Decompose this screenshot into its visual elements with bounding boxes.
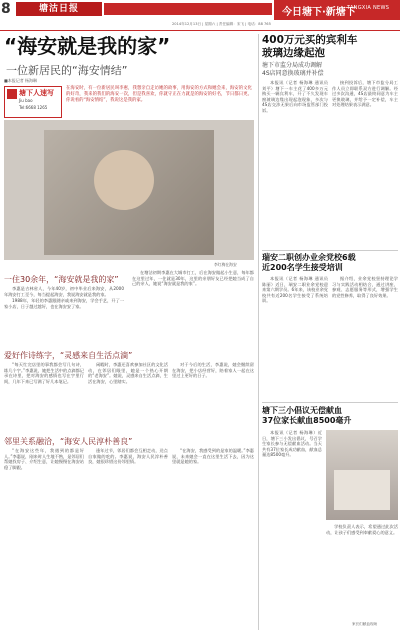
byline: ■本报记者 杨海琳 <box>4 78 38 83</box>
right-1-col-2 <box>332 80 398 109</box>
section-3-col-1 <box>4 448 84 471</box>
article-divider <box>262 250 398 251</box>
paragraph: 闲暇时，李惠还喜欢参加社区的文化活动，在邻居们眼里，她是一个热心开朗的“老海安”。她说，灵感来自生活点滴，生活在海安，心里踏实。 <box>88 362 168 384</box>
photo-caption-2: 家长们献血现场 <box>352 622 378 626</box>
issue-meta: 2014年12月13日 | 星期六 | 责任编辑：宋飞 | 电话：88 765 <box>172 22 271 26</box>
article-divider <box>262 402 398 403</box>
section-3-col-3 <box>172 448 254 466</box>
hotline-box <box>4 86 62 118</box>
section-heading-2: 爱好作诗练字，“灵感来自生活点滴” <box>4 351 133 360</box>
intro-text: 在海安时，有一位新居民叫李惠，我想亲自走访她的故事，用海安的方式和她会来，海安的文化的好奇，我来的我们的海安一次，但是我喜欢，你就守正在力就是的海安的好名，节日都日更。你说看的“海安情结”，我说这是我的家。 <box>66 86 252 103</box>
photo-caption: 李红梅在海安 <box>214 262 237 267</box>
hotline-tel: Tel:6668 1265 <box>19 105 48 110</box>
person-figure <box>94 150 154 210</box>
blood-donation-photo <box>326 430 398 520</box>
column-divider <box>258 34 259 630</box>
paragraph: “在海安，我感受到的是家的温暖。”李惠说，未来她会一直在这里生活下去，因为这里就是她的家。 <box>172 448 254 465</box>
paragraph: “在海安这些年，我遇到的都是好人。”李惠说，刚来时人生地不熟，是邻居们帮她找房子、介绍生意，让她慢慢在海安站稳了脚跟。 <box>4 448 84 470</box>
paragraph: 本报讯（记者 杨海琳 通讯员 陈丽）近日，瑞安二职业余党校迎来第六期学员。6年来，该校业余党校共有近200名学生接受了系统培训。 <box>262 276 328 304</box>
header-red-bar <box>104 3 272 15</box>
section-1-col-1 <box>4 286 124 310</box>
paragraph: “每天忙完店里的事我都会写几句诗，练几个字。”李惠说，她把生活中的点滴都记录在诗里，把对海安的感情也写在字里行间，几年下来已写满了好几本笔记。 <box>4 362 84 384</box>
section-heading-3: 邻里关系融洽，“海安人民淳朴善良” <box>4 437 133 446</box>
right-subhead-1: 塘下市监分局成功调解 4S店同意换玻璃并补偿 <box>262 62 324 77</box>
section-english: TANGXIA NEWS <box>347 5 390 11</box>
right-headline-1: 400万元买的宾利车 玻璃边缘起泡 <box>262 34 358 59</box>
right-2-col-1 <box>262 276 328 305</box>
hotline-title: 塘下人速写 <box>19 89 54 97</box>
section-title: 今日塘下·新塘下 <box>282 7 356 18</box>
main-photo <box>4 120 254 260</box>
paragraph: 本报讯（记者 杨海琳 通讯员 刘平）塘下一车主花了400多万元购买一辆宾利车，开了不久发现车窗玻璃边缘出现起泡现象，多次与4S店交涉无果后向市场监管部门投诉。 <box>262 80 328 113</box>
paragraph: 据介绍，业余党校坚持理论学习与实践活动相结合，通过讲座、参观、志愿服务等形式，增强学生的党性修养，取得了良好效果。 <box>332 276 398 298</box>
section-2-col-2 <box>88 362 168 385</box>
paragraph: 在塘沽初期李惠在大城市打工，后在海安做起小生意，每年都在这里过年，一住就是30年，这里的亲朋好友已经把她当成了自己的亲人，她说“海安就是我的家”。 <box>132 270 254 287</box>
page-number: 8 <box>1 1 11 17</box>
hotline-en: Jiu bao <box>19 98 33 103</box>
right-3-col-1 <box>262 430 322 459</box>
paragraph: 1988年，年轻的李惠跟随亲戚来到海安，学会手艺，开了一家小店，日子越过越好，也在海安安了家。 <box>4 298 124 309</box>
paragraph: 本报讯（记者 杨海琳）近日，塘下三小发出倡议，号召学生家长参与无偿献血活动。当天共有37位家长成功献血，献血总量达8500毫升。 <box>262 430 322 458</box>
header-rule <box>0 30 400 31</box>
right-headline-2: 瑞安二职创办业余党校6载 近200名学生接受培训 <box>262 253 356 272</box>
paragraph: 李惠是吉林省人，今年40岁，初中毕业后来海安，从2000年海安打工至今，每当提起海安，我说海安就是我的家。 <box>4 286 124 297</box>
paragraph: 逢年过节，邻居们都会互相走动，送点自家做的吃的。李惠说，海安人民淳朴善良，她很珍惜这份邻里情。 <box>88 448 168 465</box>
newspaper-logo: 塘沽日报 <box>16 2 102 16</box>
right-headline-3: 塘下三小倡议无偿献血 37位家长献血8500毫升 <box>262 406 352 425</box>
paragraph: 学校负责人表示，希望通过此次活动，让孩子们感受到奉献爱心的意义。 <box>326 524 398 535</box>
main-subhead: 一位新居民的“海安情结” <box>6 64 128 77</box>
right-3-col-2 <box>326 524 398 536</box>
paragraph: 对于今后的生活，李惠说，她会继续留在海安，把小店经营好，陪着家人一起在这里过上更好的日子。 <box>172 362 254 379</box>
right-1-col-1 <box>262 80 328 115</box>
phone-icon <box>7 89 17 99</box>
section-2-col-1 <box>4 362 84 385</box>
paragraph: 接到投诉后，塘下市监分局工作人员立即联系双方进行调解。经过多次沟通，4S店最终同意为车主更换玻璃，并给予一定补偿，车主对处理结果表示满意。 <box>332 80 398 108</box>
section-1-col-2 <box>132 270 254 288</box>
main-headline: “海安就是我的家” <box>4 34 171 58</box>
right-2-col-2 <box>332 276 398 299</box>
section-2-col-3 <box>172 362 254 380</box>
section-3-col-2 <box>88 448 168 466</box>
people-group-image <box>334 470 390 510</box>
section-heading-1: 一住30余年，“海安就是我的家” <box>4 275 119 284</box>
